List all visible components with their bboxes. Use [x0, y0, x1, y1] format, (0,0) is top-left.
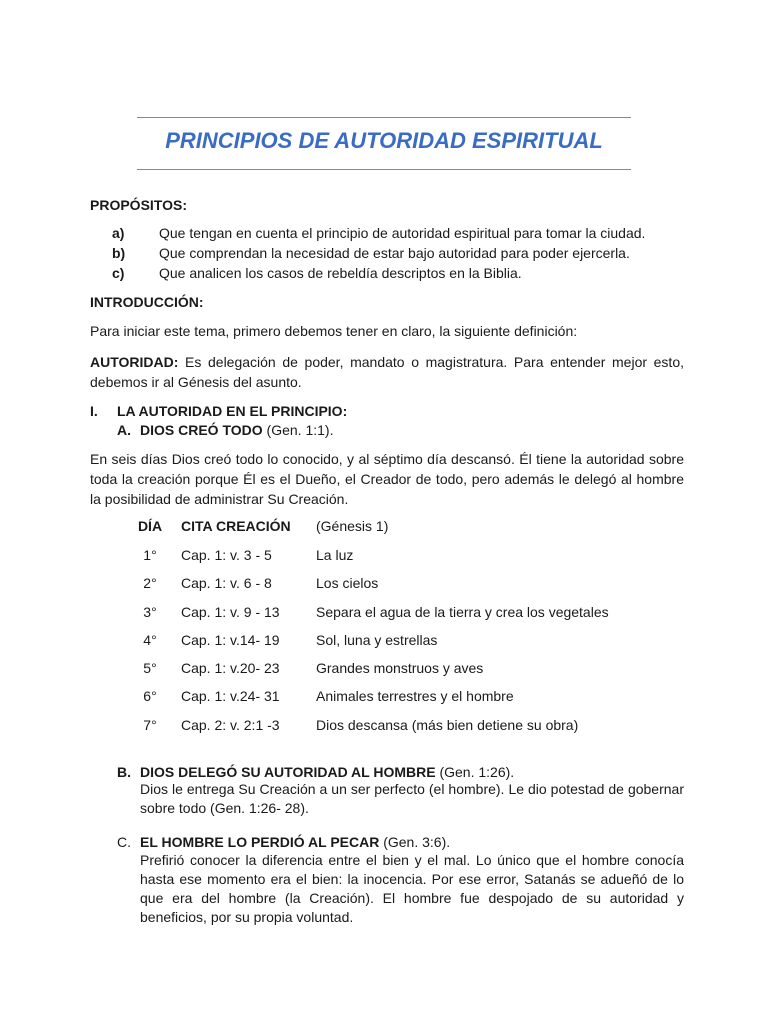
definition-term: AUTORIDAD:: [90, 354, 179, 370]
proposito-letter: b): [112, 245, 126, 261]
introduccion-heading: INTRODUCCIÓN:: [90, 294, 204, 310]
table-cell-day: 2°: [143, 575, 157, 591]
table-cell-cita: Cap. 1: v. 9 - 13: [181, 604, 280, 620]
table-row: [130, 686, 690, 706]
proposito-letter: c): [112, 265, 125, 281]
subsection-c-text: Prefirió conocer la diferencia entre el bien y el mal. Lo único que el hombre conocía hasta ese momento era el bien: la inocencia. Por ese error, Satanás se adueñó de lo que era del hombre (la Creación). El hombre fue despojado de su autoridad y beneficios, por su propia voluntad.: [140, 852, 684, 925]
table-cell-cita: Cap. 1: v. 3 - 5: [181, 547, 272, 563]
table-row: [130, 602, 690, 622]
table-row: [130, 573, 690, 593]
table-cell-creacion: Los cielos: [316, 575, 379, 591]
table-cell-day: 3°: [143, 604, 157, 620]
table-cell-day: 1°: [143, 547, 157, 563]
table-cell-day: 4°: [143, 632, 157, 648]
section-number: I.: [90, 403, 98, 419]
table-cell-cita: Cap. 2: v. 2:1 -3: [181, 717, 280, 733]
section1-paragraph: En seis días Dios creó todo lo conocido, y al séptimo día descansó. Él tiene la autoridad sobre toda la creación porque Él es el Dueño, el Creador de todo, pero además le delegó al hombre la posibilidad de administrar Su Creación.: [90, 451, 684, 507]
introduccion-paragraph: Para iniciar este tema, primero debemos tener en claro, la siguiente definición:: [90, 323, 578, 339]
proposito-text: Que comprendan la necesidad de estar bajo autoridad para poder ejercerla.: [159, 245, 630, 261]
subsection-c-letter: C.: [117, 834, 131, 850]
table-cell-day: 7°: [143, 717, 157, 733]
table-cell-cita: Cap. 1: v.24- 31: [181, 688, 280, 704]
table-cell-creacion: Grandes monstruos y aves: [316, 660, 484, 676]
table-row: [130, 658, 690, 678]
proposito-item: [112, 243, 692, 263]
table-cell-cita: Cap. 1: v.20- 23: [181, 660, 280, 676]
page-title: PRINCIPIOS DE AUTORIDAD ESPIRITUAL: [165, 128, 603, 153]
table-header-genesis: (Génesis 1): [316, 518, 389, 534]
table-cell-creacion: Separa el agua de la tierra y crea los vegetales: [316, 604, 609, 620]
subsection-b-title: DIOS DELEGÓ SU AUTORIDAD AL HOMBRE: [140, 764, 436, 780]
proposito-text: Que tengan en cuenta el principio de autoridad espiritual para tomar la ciudad.: [159, 225, 646, 241]
proposito-text: Que analicen los casos de rebeldía descriptos en la Biblia.: [159, 265, 522, 281]
table-cell-cita: Cap. 1: v.14- 19: [181, 632, 280, 648]
table-cell-day: 5°: [143, 660, 157, 676]
table-cell-creacion: La luz: [316, 547, 354, 563]
table-header-row: [130, 516, 690, 536]
subsection-a-ref: (Gen. 1:1).: [266, 422, 334, 438]
section-heading: LA AUTORIDAD EN EL PRINCIPIO:: [117, 403, 348, 419]
subsection-a-letter: A.: [117, 422, 131, 438]
table-cell-creacion: Dios descansa (más bien detiene su obra): [316, 717, 579, 733]
definition-text: Es delegación de poder, mandato o magistratura. Para entender mejor esto, debemos ir al Génesis del asunto.: [90, 354, 684, 390]
subsection-b-heading: [140, 762, 514, 782]
table-cell-cita: Cap. 1: v. 6 - 8: [181, 575, 272, 591]
table-header-cita: CITA CREACIÓN: [181, 518, 291, 534]
table-row: [130, 545, 690, 565]
proposito-letter: a): [112, 225, 125, 241]
subsection-b-letter: B.: [117, 764, 131, 780]
subsection-a-title: DIOS CREÓ TODO: [140, 422, 263, 438]
table-cell-creacion: Animales terrestres y el hombre: [316, 688, 514, 704]
subsection-c-ref: (Gen. 3:6).: [383, 834, 451, 850]
title-bottom-rule: [137, 169, 631, 170]
table-row: [130, 715, 690, 735]
table-cell-day: 6°: [143, 688, 157, 704]
propositos-heading: PROPÓSITOS:: [90, 197, 187, 213]
subsection-b-ref: (Gen. 1:26).: [439, 764, 515, 780]
subsection-b-text: Dios le entrega Su Creación a un ser perfecto (el hombre). Le dio potestad de gobernar sobre todo (Gen. 1:26- 28).: [140, 781, 684, 816]
subsection-c-heading: [140, 832, 450, 852]
subsection-a-heading: [140, 420, 333, 440]
proposito-item: [112, 223, 692, 243]
title-top-rule: [137, 117, 631, 118]
subsection-c-title: EL HOMBRE LO PERDIÓ AL PECAR: [140, 834, 380, 850]
table-header-day: DÍA: [137, 518, 163, 534]
definition-paragraph: [90, 352, 684, 392]
table-cell-creacion: Sol, luna y estrellas: [316, 632, 438, 648]
table-row: [130, 630, 690, 650]
proposito-item: [112, 263, 692, 283]
